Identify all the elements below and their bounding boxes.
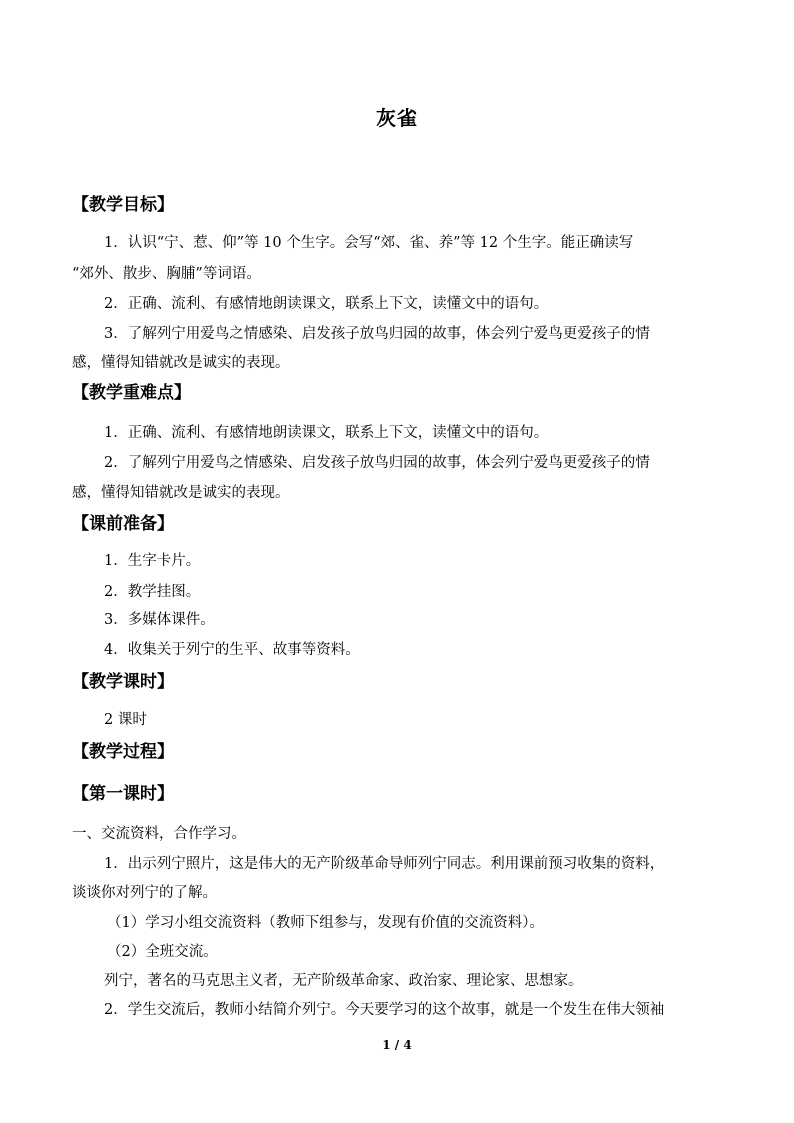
lesson-step-2-line-1: 2．学生交流后，教师小结简介列宁。今天要学习的这个故事，就是一个发生在伟大领袖 [104,1002,665,1018]
preparation-item-1: 1．生字卡片。 [104,553,201,569]
document-title: 灰雀 [376,106,418,130]
section-heading-goals: 【教学目标】 [72,195,174,215]
section-heading-process: 【教学过程】 [72,742,174,762]
hours-value: 2 课时 [104,712,147,728]
lesson-step-1-line-1: 1．出示列宁照片，这是伟大的无产阶级革命导师列宁同志。利用课前预习收集的资料， [104,856,665,872]
lesson-step-1-line-2: 谈谈你对列宁的了解。 [72,885,217,901]
goal-2: 2．正确、流利、有感情地朗读课文，联系上下文，读懂文中的语句。 [104,296,549,312]
section-heading-first-lesson: 【第一课时】 [72,784,174,804]
lesson-step-1-sub-1: （1）学习小组交流资料（教师下组参与，发现有价值的交流资料）。 [107,915,544,931]
section-heading-key-points: 【教学重难点】 [72,383,191,403]
preparation-item-3: 3．多媒体课件。 [104,612,215,628]
page-number: 1 / 4 [382,1038,412,1052]
goal-1-line-1: 1．认识“宁、惹、仰”等 10 个生字。会写“郊、雀、养”等 12 个生字。能正确读写 [104,235,634,251]
preparation-item-2: 2．教学挂图。 [104,584,201,600]
key-point-2-line-1: 2．了解列宁用爱鸟之情感染、启发孩子放鸟归园的故事，体会列宁爱鸟更爱孩子的情 [104,455,650,471]
key-point-2-line-2: 感，懂得知错就改是诚实的表现。 [72,485,290,501]
lesson-step-1-note: 列宁，著名的马克思主义者，无产阶级革命家、政治家、理论家、思想家。 [104,973,583,989]
goal-3-line-2: 感，懂得知错就改是诚实的表现。 [72,355,290,371]
preparation-item-4: 4．收集关于列宁的生平、故事等资料。 [104,642,360,658]
lesson-step-heading: 一、交流资料，合作学习。 [72,826,246,842]
key-point-1: 1．正确、流利、有感情地朗读课文，联系上下文，读懂文中的语句。 [104,425,549,441]
section-heading-preparation: 【课前准备】 [72,514,174,534]
lesson-step-1-sub-2: （2）全班交流。 [107,944,218,960]
section-heading-hours: 【教学课时】 [72,672,174,692]
goal-3-line-1: 3．了解列宁用爱鸟之情感染、启发孩子放鸟归园的故事，体会列宁爱鸟更爱孩子的情 [104,326,650,342]
goal-1-line-2: “郊外、散步、胸脯”等词语。 [72,266,261,282]
